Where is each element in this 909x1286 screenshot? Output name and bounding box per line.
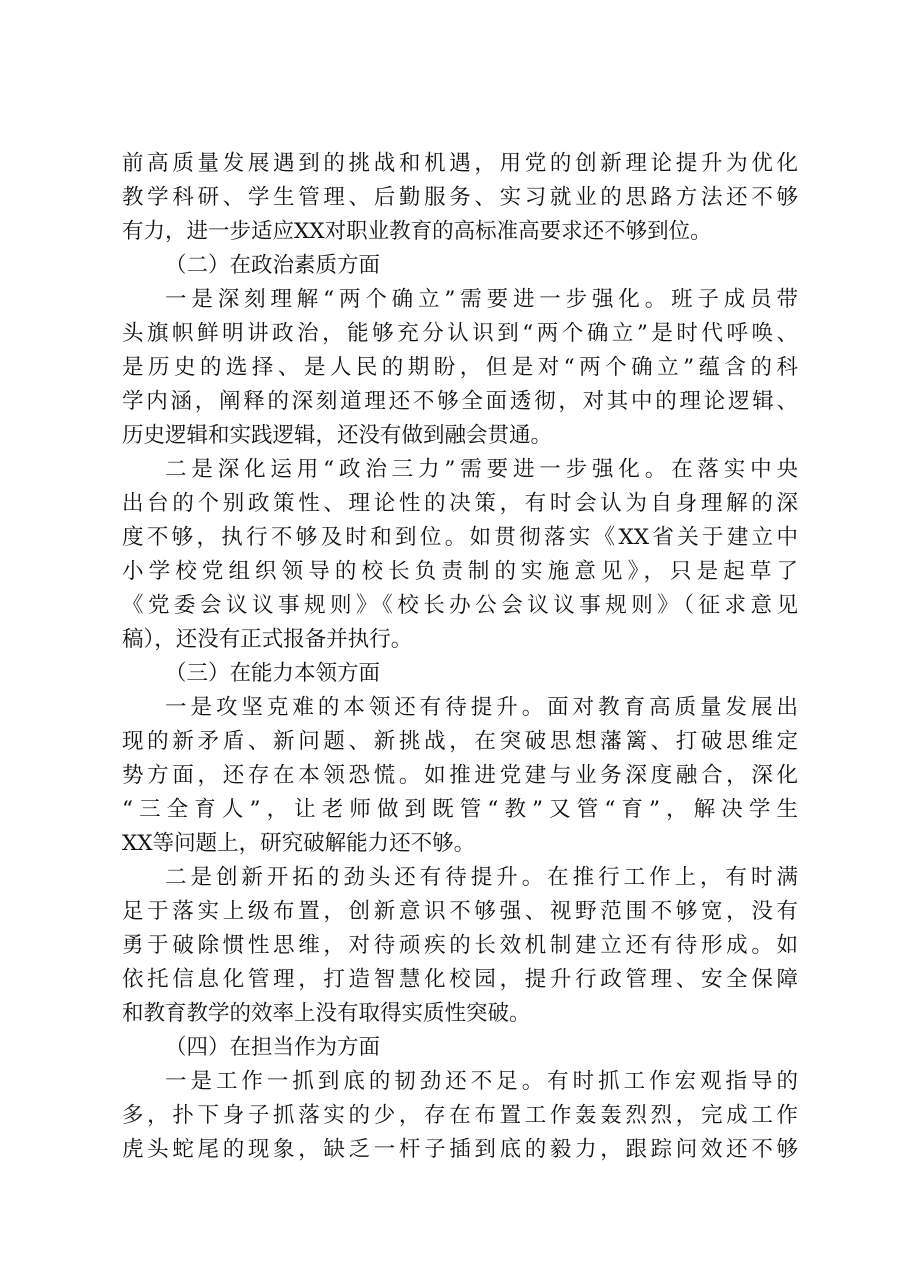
text-line: 足于落实上级布置，创新意识不够强、视野范围不够宽，没有 bbox=[122, 899, 798, 924]
text-line: 度不够，执行不够及时和到位。如贯彻落实《XX省关于建立中 bbox=[122, 525, 798, 550]
section-heading: （二）在政治素质方面 bbox=[165, 253, 381, 278]
text-line: XX等问题上，研究破解能力还不够。 bbox=[122, 831, 476, 856]
text-line: 头旗帜鲜明讲政治，能够充分认识到“两个确立”是时代呼唤、 bbox=[122, 321, 798, 346]
text-line: 势方面，还存在本领恐慌。如推进党建与业务深度融合，深化 bbox=[122, 763, 798, 788]
text-line: 是历史的选择、是人民的期盼，但是对“两个确立”蕴含的科 bbox=[122, 355, 798, 380]
text-line: 小学校党组织领导的校长负责制的实施意见》，只是起草了 bbox=[122, 559, 798, 584]
text-line: 有力，进一步适应XX对职业教育的高标准高要求还不够到位。 bbox=[122, 219, 712, 244]
text-line: 现的新矛盾、新问题、新挑战，在突破思想藩篱、打破思维定 bbox=[122, 729, 798, 754]
text-line: 教学科研、学生管理、后勤服务、实习就业的思路方法还不够 bbox=[122, 185, 798, 210]
paragraph-first-line: 一是深刻理解“两个确立”需要进一步强化。班子成员带 bbox=[165, 287, 798, 312]
paragraph-first-line: 一是工作一抓到底的韧劲还不足。有时抓工作宏观指导的 bbox=[165, 1069, 798, 1094]
text-line: 学内涵，阐释的深刻道理还不够全面透彻，对其中的理论逻辑、 bbox=[122, 389, 798, 414]
text-line: 勇于破除惯性思维，对待顽疾的长效机制建立还有待形成。如 bbox=[122, 933, 798, 958]
text-line: 前高质量发展遇到的挑战和机遇，用党的创新理论提升为优化 bbox=[122, 151, 798, 176]
section-heading: （三）在能力本领方面 bbox=[165, 661, 381, 686]
paragraph-first-line: 二是创新开拓的劲头还有待提升。在推行工作上，有时满 bbox=[165, 865, 798, 890]
text-line: “三全育人”，让老师做到既管“教”又管“育”，解决学生 bbox=[122, 797, 798, 822]
text-line: 多，扑下身子抓落实的少，存在布置工作轰轰烈烈，完成工作 bbox=[122, 1103, 798, 1128]
document-body bbox=[122, 147, 798, 1167]
text-line: 和教育教学的效率上没有取得实质性突破。 bbox=[122, 1001, 531, 1026]
section-heading: （四）在担当作为方面 bbox=[165, 1035, 381, 1060]
text-line: 《党委会议议事规则》《校长办公会议议事规则》（征求意见 bbox=[122, 593, 798, 618]
paragraph-first-line: 一是攻坚克难的本领还有待提升。面对教育高质量发展出 bbox=[165, 695, 798, 720]
text-line: 历史逻辑和实践逻辑，还没有做到融会贯通。 bbox=[122, 423, 553, 448]
text-line: 出台的个别政策性、理论性的决策，有时会认为自身理解的深 bbox=[122, 491, 798, 516]
paragraph-first-line: 二是深化运用“政治三力”需要进一步强化。在落实中央 bbox=[165, 457, 798, 482]
text-line: 稿），还没有正式报备并执行。 bbox=[122, 627, 413, 652]
text-line: 虎头蛇尾的现象，缺乏一杆子插到底的毅力，跟踪问效还不够 bbox=[122, 1137, 798, 1162]
text-line: 依托信息化管理，打造智慧化校园，提升行政管理、安全保障 bbox=[122, 967, 798, 992]
